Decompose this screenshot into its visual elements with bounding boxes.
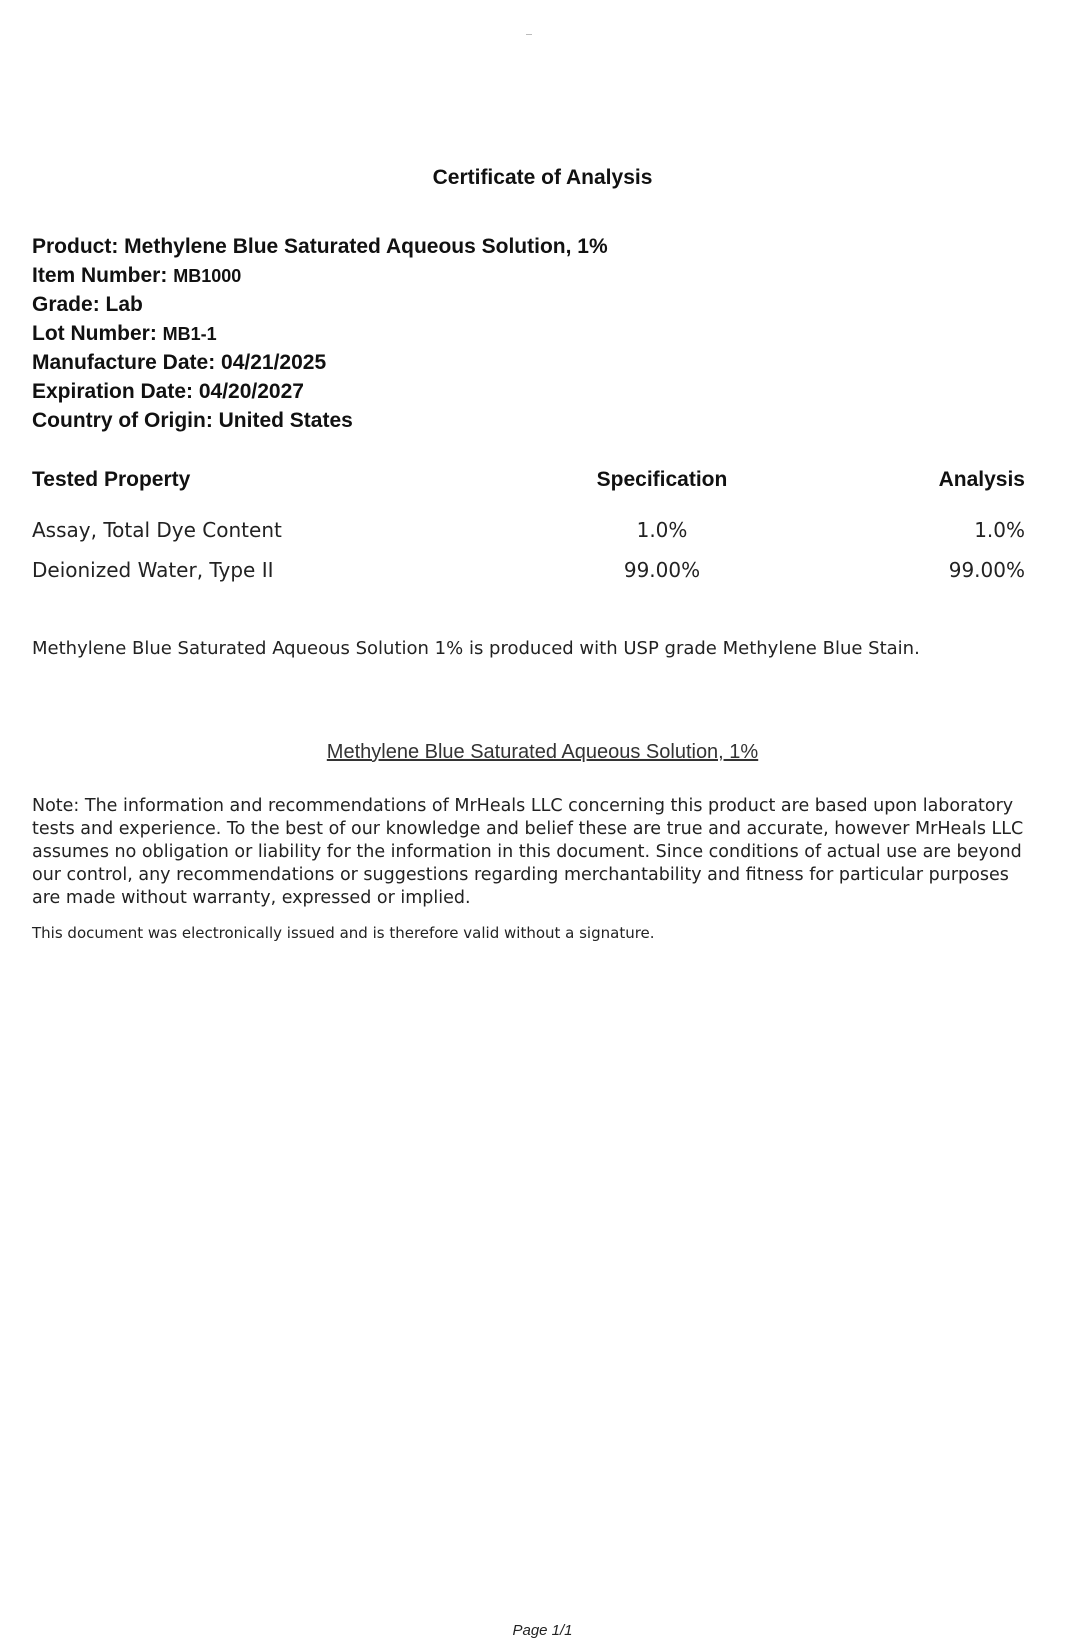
disclaimer-note: Note: The information and recommendations of MrHeals LLC concerning this product are based upon laboratory tests and experience. To the best of our knowledge and belief these are true and accurate, however MrHeals LLC assumes no obligation or liability for the information in this document. Since conditions of actual use are beyond our control, any recommendations or suggestions regarding merchantability and fitness for particular purposes are made without warranty, expressed or implied.	[32, 796, 1024, 908]
cell-analysis: 99.00%	[948, 558, 1025, 582]
product-line: Product: Methylene Blue Saturated Aqueous Solution, 1%	[32, 235, 608, 258]
item-number-value: MB1000	[173, 266, 242, 286]
lot-number-line	[32, 319, 608, 348]
cell-specification: 99.00%	[623, 558, 701, 582]
header-analysis: Analysis	[938, 468, 1025, 491]
country-of-origin-line: Country of Origin: United States	[32, 409, 353, 432]
cell-specification: 1.0%	[636, 518, 688, 542]
lot-number-value: MB1-1	[162, 324, 217, 344]
lot-number-label: Lot Number:	[32, 322, 157, 345]
item-number-label: Item Number:	[32, 264, 168, 287]
item-number-line	[32, 261, 608, 290]
cell-property: Deionized Water, Type II	[32, 558, 274, 582]
header-tested-property: Tested Property	[32, 468, 191, 491]
expiration-date-line: Expiration Date: 04/20/2027	[32, 380, 304, 403]
table-row	[32, 518, 1025, 558]
table-row	[32, 558, 1025, 598]
product-heading	[0, 741, 1085, 764]
product-details	[32, 232, 608, 435]
table-header-row	[32, 468, 1025, 518]
cell-property: Assay, Total Dye Content	[32, 518, 282, 542]
scan-mark	[526, 34, 532, 35]
analysis-table	[32, 468, 1025, 598]
grade-line: Grade: Lab	[32, 293, 143, 316]
cell-analysis: 1.0%	[974, 518, 1025, 542]
usp-grade-note: Methylene Blue Saturated Aqueous Solution 1% is produced with USP grade Methylene Blue Stain.	[32, 638, 920, 659]
page-number: Page 1/1	[512, 1622, 573, 1639]
header-specification: Specification	[596, 468, 728, 491]
electronic-issue-note: This document was electronically issued and is therefore valid without a signature.	[32, 924, 655, 942]
product-heading-text: Methylene Blue Saturated Aqueous Solution, 1%	[326, 741, 759, 763]
page-title: Certificate of Analysis	[432, 166, 653, 189]
manufacture-date-line: Manufacture Date: 04/21/2025	[32, 351, 327, 374]
